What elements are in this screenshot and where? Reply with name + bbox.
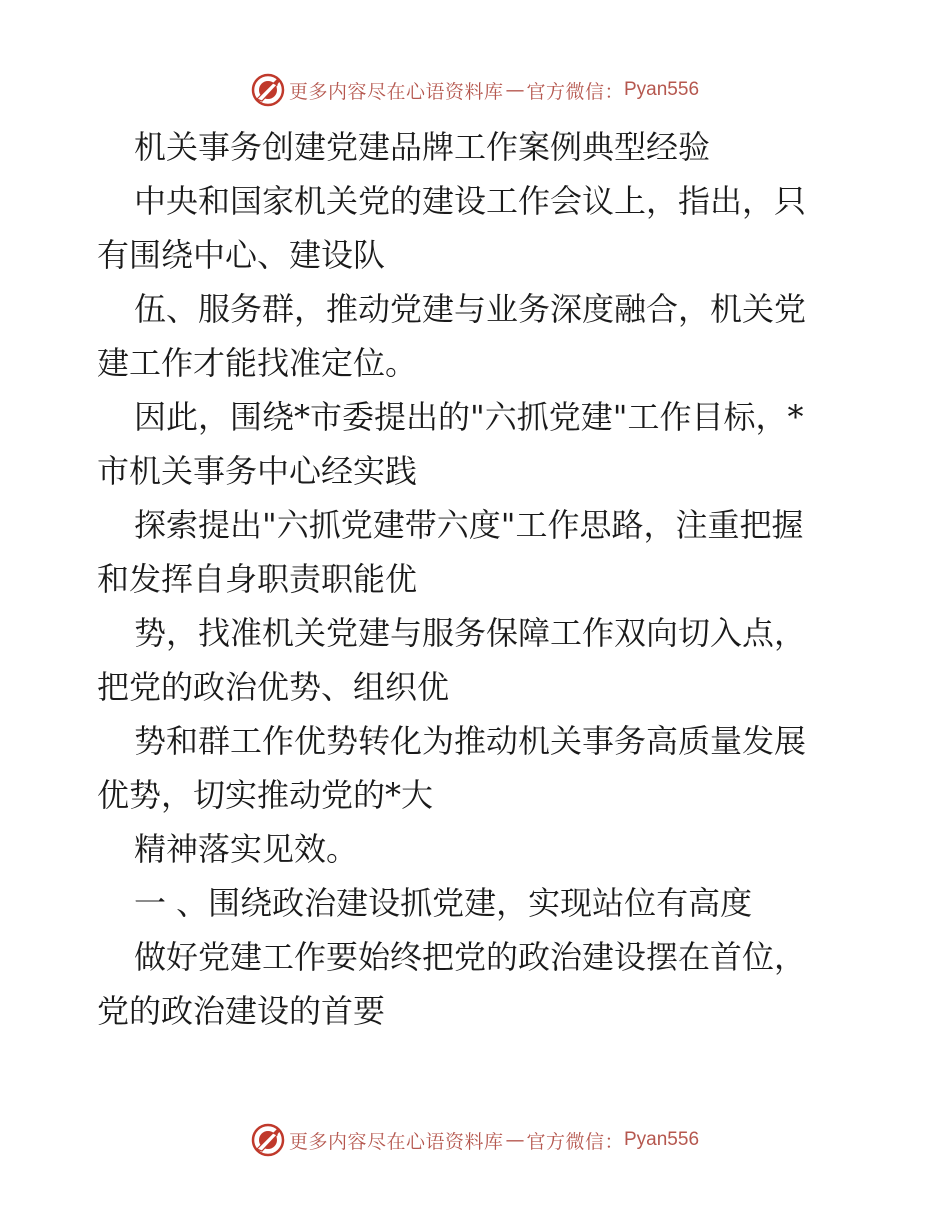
watermark-wechat-id: Pyan556 bbox=[624, 79, 700, 100]
document-body bbox=[97, 120, 857, 1038]
watermark-site-text: 更多内容尽在心语资料库 bbox=[288, 1130, 504, 1153]
paragraph-4-line-1: 探索提出"六抓党建带六度"工作思路，注重把握 bbox=[134, 506, 804, 544]
document-title: 机关事务创建党建品牌工作案例典型经验 bbox=[134, 128, 711, 166]
paragraph-6-line-1: 势和群工作优势转化为推动机关事务高质量发展 bbox=[134, 722, 807, 760]
section-heading-1: 一 、围绕政治建设抓党建，实现站位有高度 bbox=[134, 884, 753, 922]
watermark-header bbox=[0, 70, 950, 110]
paragraph-1-line-2: 有围绕中心、建设队 bbox=[97, 236, 386, 274]
paragraph-1-line-1: 中央和国家机关党的建设工作会议上，指出，只 bbox=[134, 182, 807, 220]
paragraph-3-line-1: 因此，围绕*市委提出的"六抓党建"工作目标，* bbox=[134, 398, 804, 436]
watermark-wechat-label: 官方微信： bbox=[526, 80, 624, 103]
watermark-footer bbox=[0, 1120, 950, 1160]
paragraph-3-line-2: 市机关事务中心经实践 bbox=[97, 452, 418, 490]
paragraph-2-line-2: 建工作才能找准定位。 bbox=[97, 344, 418, 382]
watermark-separator: — bbox=[505, 1129, 525, 1151]
logo-icon bbox=[251, 1123, 285, 1157]
paragraph-4-line-2: 和发挥自身职责职能优 bbox=[97, 560, 418, 598]
paragraph-7-line-1: 精神落实见效。 bbox=[134, 830, 359, 868]
watermark-separator: — bbox=[505, 79, 525, 101]
watermark-wechat-label: 官方微信： bbox=[526, 1130, 624, 1153]
paragraph-2-line-1: 伍、服务群，推动党建与业务深度融合，机关党 bbox=[134, 290, 807, 328]
paragraph-8-line-1: 做好党建工作要始终把党的政治建设摆在首位， bbox=[134, 938, 807, 976]
paragraph-5-line-2: 把党的政治优势、组织优 bbox=[97, 668, 450, 706]
logo-icon bbox=[251, 73, 285, 107]
watermark-wechat-id: Pyan556 bbox=[624, 1129, 700, 1150]
paragraph-6-line-2: 优势，切实推动党的*大 bbox=[97, 776, 434, 814]
watermark-site-text: 更多内容尽在心语资料库 bbox=[288, 80, 504, 103]
paragraph-8-line-2: 党的政治建设的首要 bbox=[97, 992, 386, 1030]
paragraph-5-line-1: 势，找准机关党建与服务保障工作双向切入点， bbox=[134, 614, 807, 652]
